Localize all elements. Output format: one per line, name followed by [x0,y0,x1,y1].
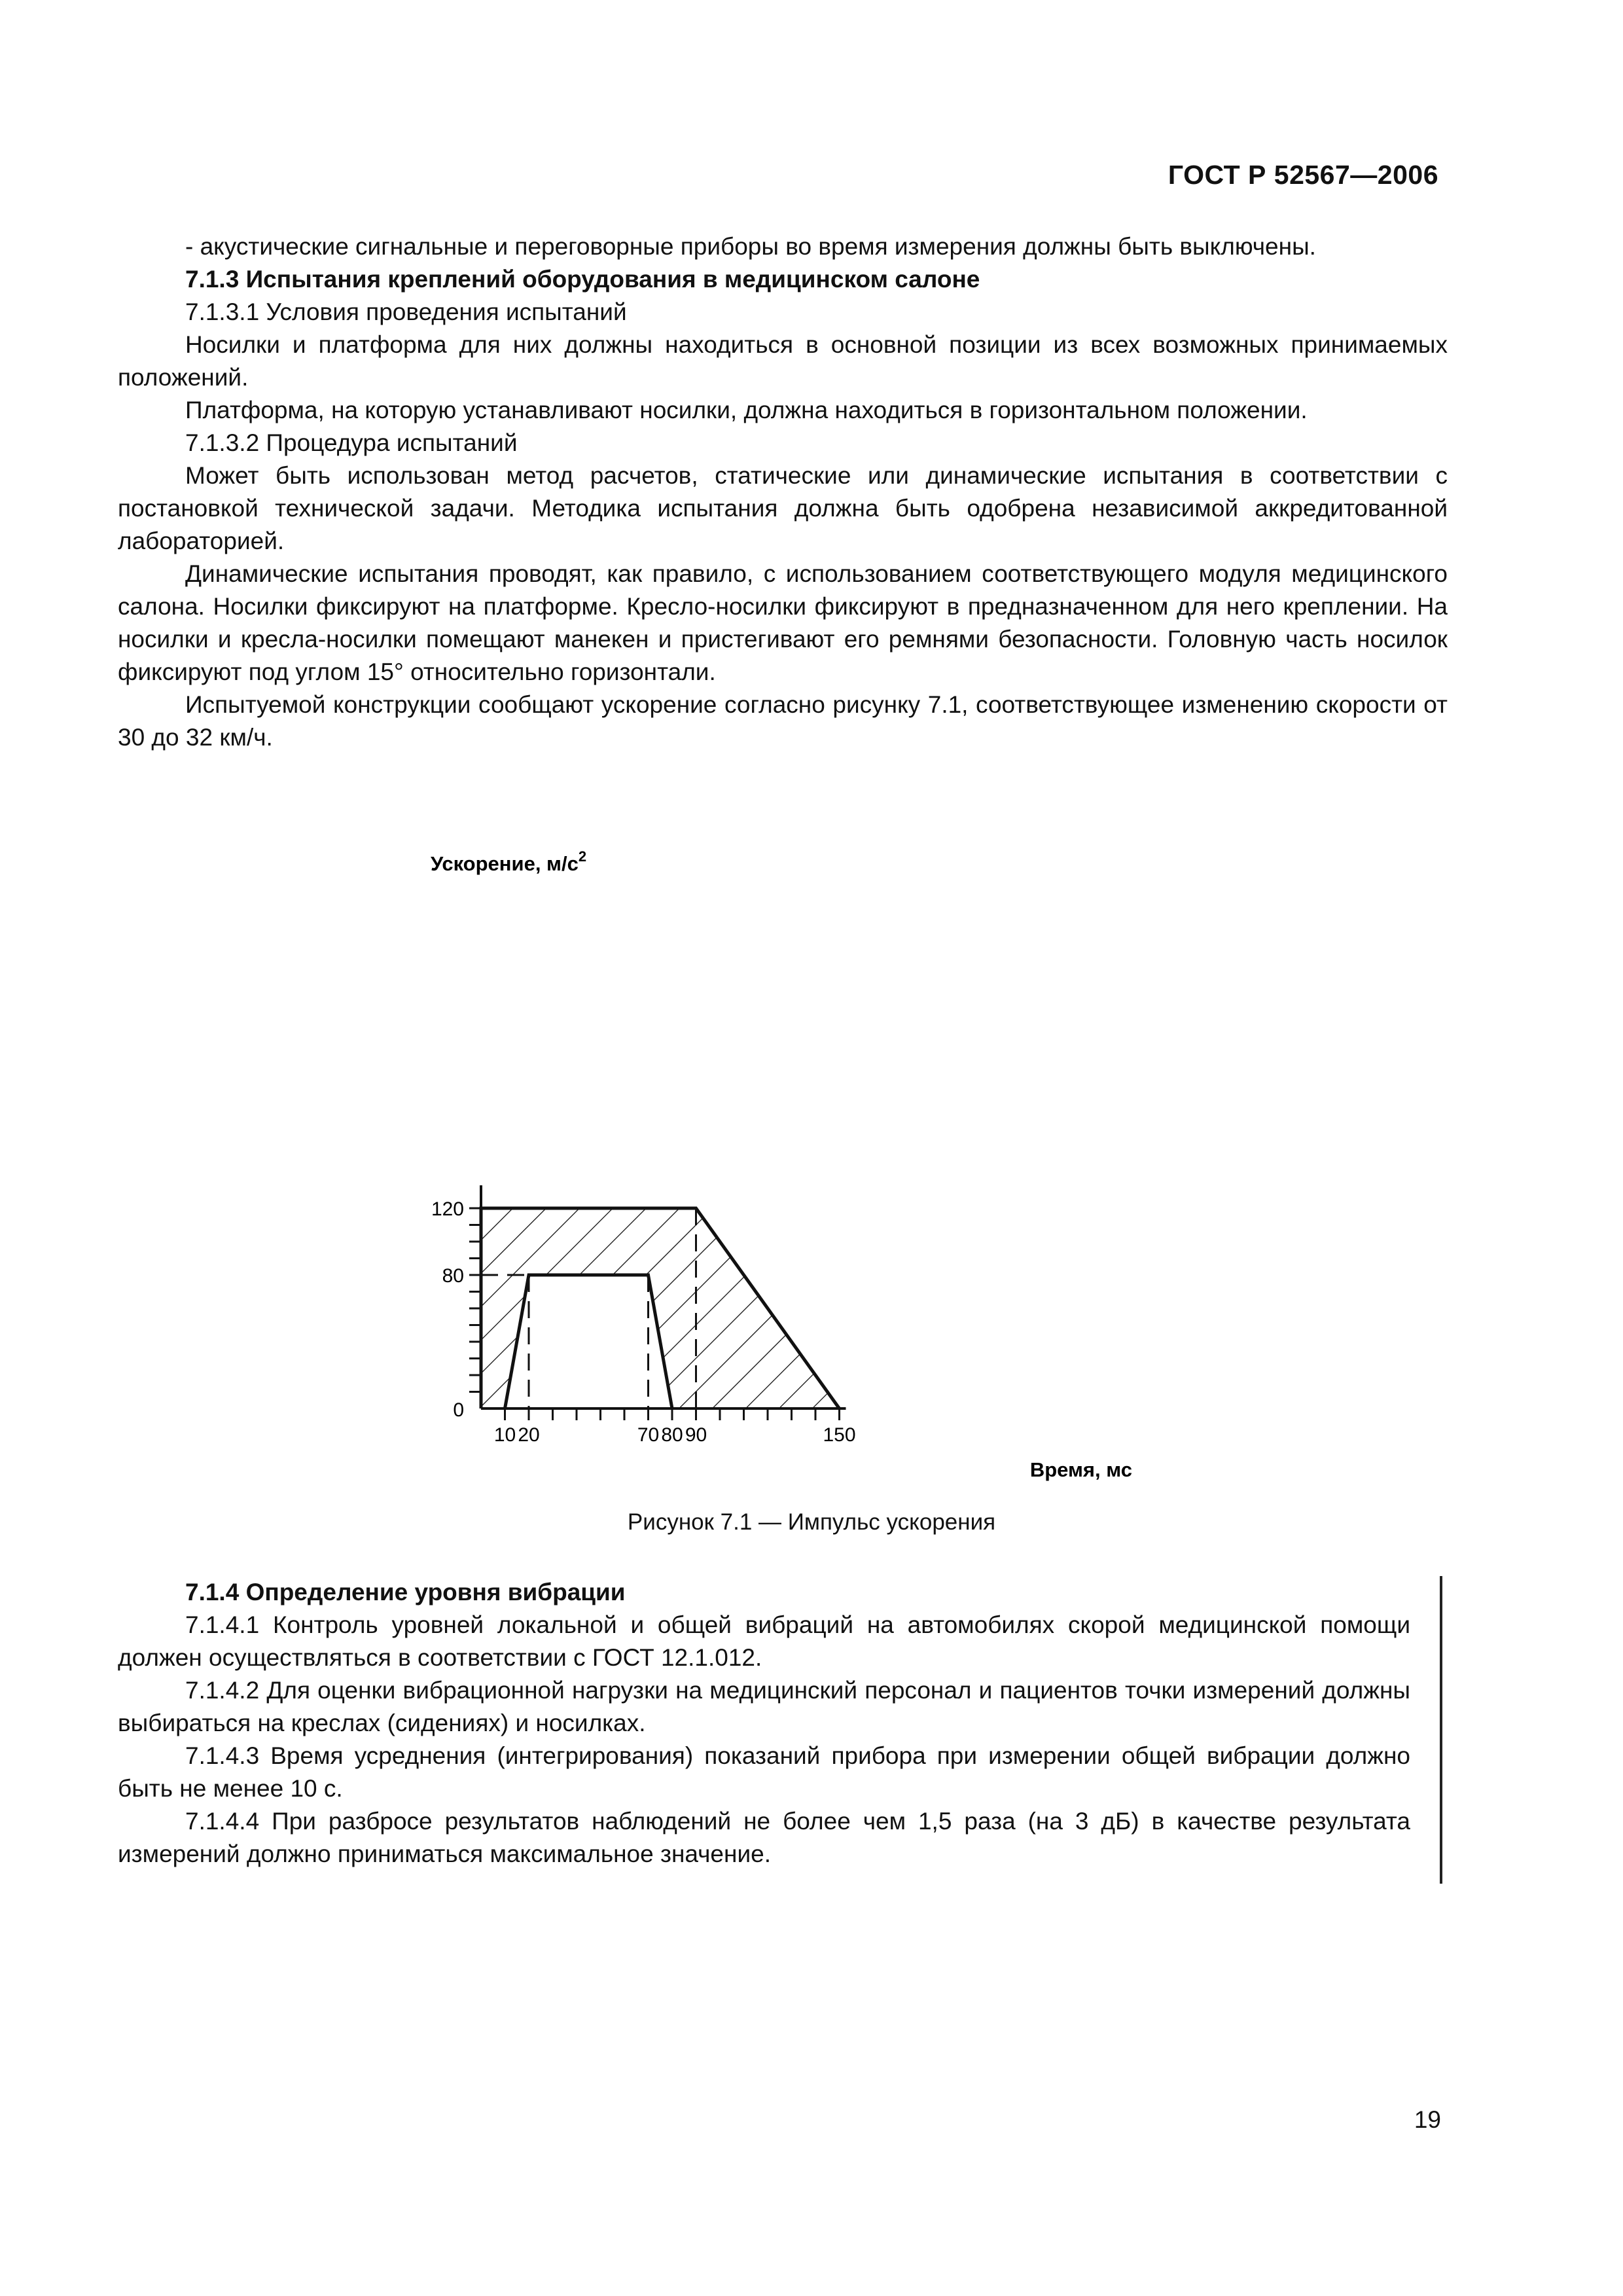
document-code: ГОСТ Р 52567—2006 [1168,160,1438,190]
page-number: 19 [1414,2106,1441,2133]
paragraph: Динамические испытания проводят, как правило, с использованием соответствующего модуля медицинского салона. Носилки фиксируют на платформе. Кресло-носилки фиксируют в предназначенном для него креплении. На носилки и кресла-носилки помещают манекен и пристегивают его ремнями безопасности. Головную часть носилок фиксируют под углом 15° относительно горизонтали. [118,560,1448,685]
x-tick-label: 150 [823,1424,856,1446]
acceleration-pulse-figure [393,828,1152,1496]
paragraph: Испытуемой конструкции сообщают ускорение согласно рисунку 7.1, соответствующее изменению скорости от 30 до 32 км/ч. [118,691,1448,751]
subsection-title: 7.1.3.1 Условия проведения испытаний [185,298,627,325]
section-heading: 7.1.3 Испытания креплений оборудования в медицинском салоне [185,266,980,293]
y-axis-label: Ускорение, $м/с^2$ [431,848,587,875]
revision-bar [1440,1576,1442,1884]
subsection-title: 7.1.3.2 Процедура испытаний [185,429,518,456]
y-tick-label: 0 [453,1399,464,1421]
x-tick-label: 70 [637,1424,660,1446]
lower-limit-line [505,1275,673,1408]
y-tick-label: 120 [431,1198,464,1220]
hatched-tolerance-region [481,1208,840,1408]
figure-caption: Рисунок 7.1 — Импульс ускорения [627,1509,996,1535]
section-7-1-4 [118,1576,1410,1871]
paragraph: Платформа, на которую устанавливают носилки, должна находиться в горизонтальном положении. [185,397,1308,423]
paragraph: 7.1.4.1 Контроль уровней локальной и общей вибраций на автомобилях скорой медицинской помощи должен осуществляться в соответствии с ГОСТ 12.1.012. [118,1611,1410,1671]
paragraph: 7.1.4.4 При разбросе результатов наблюдений не более чем 1,5 раза (на 3 дБ) в качестве результата измерений должно приниматься максимальное значение. [118,1808,1410,1867]
y-axis-label-superscript: 2 [578,848,587,865]
section-7-1-3 [118,230,1448,754]
x-tick-label: 80 [661,1424,683,1446]
paragraph: - акустические сигнальные и переговорные приборы во время измерения должны быть выключены. [185,233,1316,260]
x-tick-label: 20 [518,1424,540,1446]
x-tick-label: 90 [685,1424,707,1446]
y-tick-label: 80 [442,1265,464,1287]
paragraph: 7.1.4.3 Время усреднения (интегрирования) показаний прибора при измерении общей вибрации должно быть не менее 10 с. [118,1742,1410,1802]
section-heading: 7.1.4 Определение уровня вибрации [185,1579,626,1605]
paragraph: Носилки и платформа для них должны находиться в основной позиции из всех возможных принимаемых положений. [118,331,1448,391]
x-tick-label: 10 [493,1424,516,1446]
acceleration-chart [393,828,1152,1496]
x-axis-label: Время, мс [1029,1458,1132,1481]
paragraph: Может быть использован метод расчетов, статические или динамические испытания в соответствии с постановкой технической задачи. Методика испытания должна быть одобрена независимой аккредитованной лабораторией. [118,462,1448,554]
paragraph: 7.1.4.2 Для оценки вибрационной нагрузки на медицинский персонал и пациентов точки измерений должны выбираться на креслах (сидениях) и носилках. [118,1677,1410,1736]
